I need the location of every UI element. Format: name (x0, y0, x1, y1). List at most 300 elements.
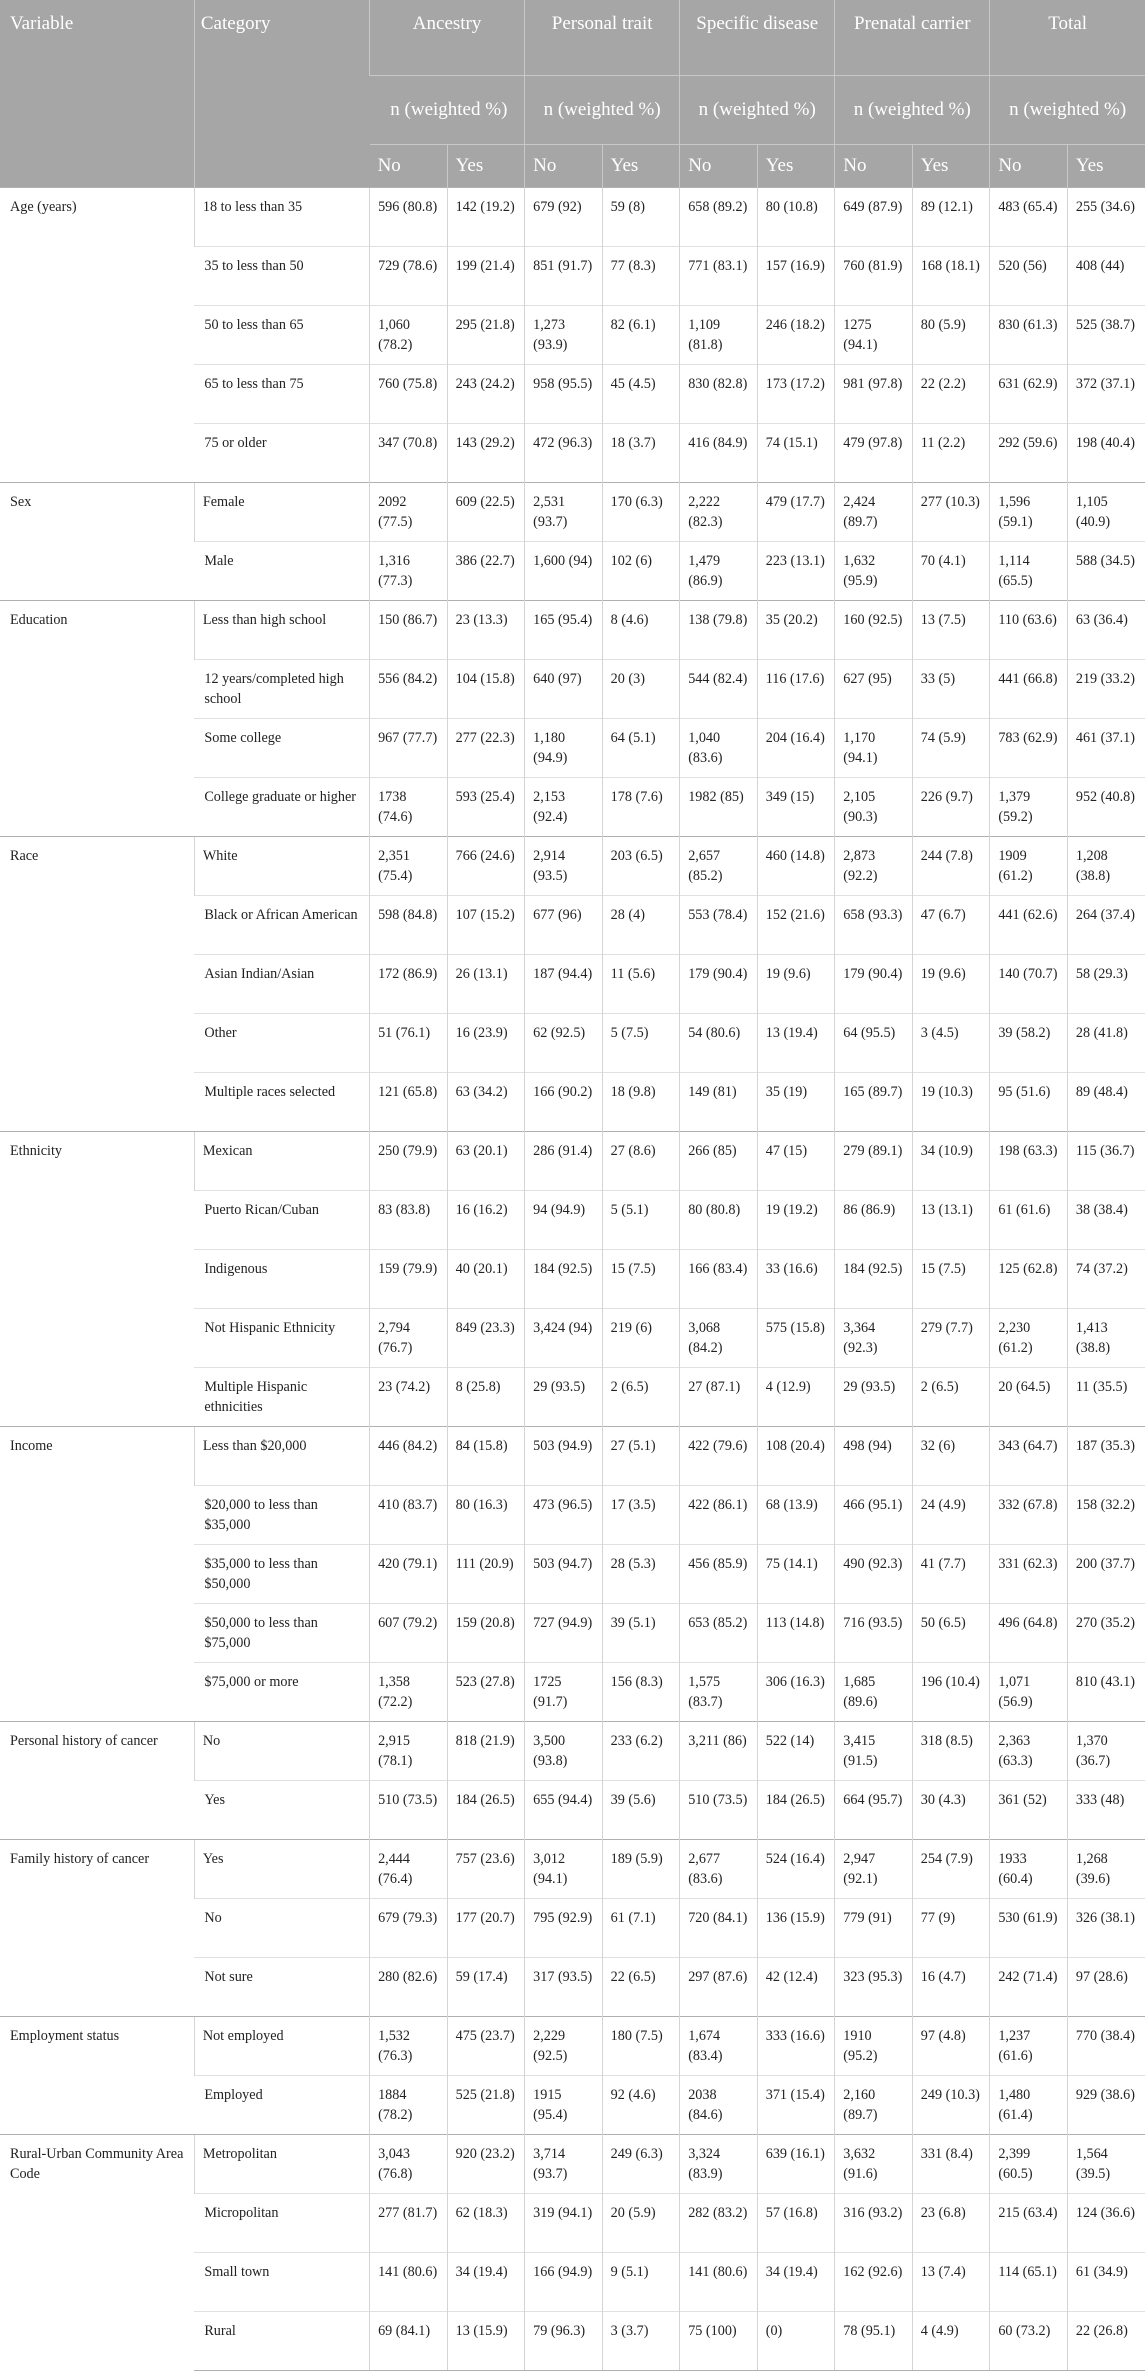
value-cell: 166 (94.9) (525, 2253, 603, 2312)
value-cell: 408 (44) (1067, 247, 1145, 306)
value-cell: 2092 (77.5) (370, 483, 448, 542)
value-cell: 1,632 (95.9) (835, 542, 913, 601)
category-cell: $75,000 or more (194, 1663, 369, 1722)
value-cell: 525 (38.7) (1067, 306, 1145, 365)
value-cell: 35 (19) (757, 1073, 835, 1132)
table-row (0, 1427, 1145, 1486)
value-cell: 316 (93.2) (835, 2194, 913, 2253)
value-cell: 13 (15.9) (447, 2312, 525, 2371)
value-cell: 2 (6.5) (912, 1368, 990, 1427)
value-cell: 11 (35.5) (1067, 1368, 1145, 1427)
value-cell: 1275 (94.1) (835, 306, 913, 365)
value-cell: 29 (93.5) (835, 1368, 913, 1427)
value-cell: 280 (82.6) (370, 1958, 448, 2017)
value-cell: 9 (5.1) (602, 2253, 680, 2312)
category-cell: 12 years/completed high school (194, 660, 369, 719)
value-cell: 627 (95) (835, 660, 913, 719)
value-cell: 61 (7.1) (602, 1899, 680, 1958)
value-cell: 20 (64.5) (990, 1368, 1068, 1427)
category-cell: Employed (194, 2076, 369, 2135)
table-row (0, 2135, 1145, 2194)
value-cell: 45 (4.5) (602, 365, 680, 424)
value-cell: 20 (3) (602, 660, 680, 719)
value-cell: 23 (6.8) (912, 2194, 990, 2253)
value-cell: 94 (94.9) (525, 1191, 603, 1250)
yes-header: Yes (1067, 145, 1145, 188)
value-cell: 3,364 (92.3) (835, 1309, 913, 1368)
value-cell: 2,677 (83.6) (680, 1840, 758, 1899)
value-cell: 35 (20.2) (757, 601, 835, 660)
value-cell: 13 (7.5) (912, 601, 990, 660)
value-cell: 522 (14) (757, 1722, 835, 1781)
no-header: No (680, 145, 758, 188)
value-cell: 57 (16.8) (757, 2194, 835, 2253)
value-cell: 456 (85.9) (680, 1545, 758, 1604)
value-cell: 496 (64.8) (990, 1604, 1068, 1663)
value-cell: 544 (82.4) (680, 660, 758, 719)
value-cell: 1,114 (65.5) (990, 542, 1068, 601)
value-cell: 503 (94.9) (525, 1427, 603, 1486)
value-cell: 19 (19.2) (757, 1191, 835, 1250)
value-cell: 150 (86.7) (370, 601, 448, 660)
category-cell: No (194, 1722, 369, 1781)
value-cell: 596 (80.8) (370, 188, 448, 247)
value-cell: 30 (4.3) (912, 1781, 990, 1840)
value-cell: 3,714 (93.7) (525, 2135, 603, 2194)
value-cell: 198 (40.4) (1067, 424, 1145, 483)
value-cell: 17 (3.5) (602, 1486, 680, 1545)
value-cell: 184 (92.5) (835, 1250, 913, 1309)
value-cell: 361 (52) (990, 1781, 1068, 1840)
value-cell: 166 (90.2) (525, 1073, 603, 1132)
value-cell: 95 (51.6) (990, 1073, 1068, 1132)
value-cell: 249 (6.3) (602, 2135, 680, 2194)
value-cell: 198 (63.3) (990, 1132, 1068, 1191)
value-cell: 62 (92.5) (525, 1014, 603, 1073)
value-cell: 79 (96.3) (525, 2312, 603, 2371)
value-cell: 38 (38.4) (1067, 1191, 1145, 1250)
value-cell: 851 (91.7) (525, 247, 603, 306)
value-cell: 242 (71.4) (990, 1958, 1068, 2017)
value-cell: 410 (83.7) (370, 1486, 448, 1545)
value-cell: 80 (16.3) (447, 1486, 525, 1545)
value-cell: 1738 (74.6) (370, 778, 448, 837)
value-cell: 1,413 (38.8) (1067, 1309, 1145, 1368)
value-cell: 2,424 (89.7) (835, 483, 913, 542)
value-cell: 1,208 (38.8) (1067, 837, 1145, 896)
value-cell: 323 (95.3) (835, 1958, 913, 2017)
category-cell: $35,000 to less than $50,000 (194, 1545, 369, 1604)
value-cell: 166 (83.4) (680, 1250, 758, 1309)
value-cell: 2,153 (92.4) (525, 778, 603, 837)
category-cell: Puerto Rican/Cuban (194, 1191, 369, 1250)
category-cell: 18 to less than 35 (194, 188, 369, 247)
yes-header: Yes (912, 145, 990, 188)
value-cell: 89 (48.4) (1067, 1073, 1145, 1132)
variable-cell: Rural-Urban Community Area Code (0, 2135, 194, 2371)
value-cell: 653 (85.2) (680, 1604, 758, 1663)
yes-header: Yes (602, 145, 680, 188)
value-cell: 58 (29.3) (1067, 955, 1145, 1014)
group-header-prenatal-carrier: Prenatal carrier (835, 0, 990, 76)
value-cell: 297 (87.6) (680, 1958, 758, 2017)
value-cell: 1,268 (39.6) (1067, 1840, 1145, 1899)
value-cell: 102 (6) (602, 542, 680, 601)
value-cell: 783 (62.9) (990, 719, 1068, 778)
value-cell: 460 (14.8) (757, 837, 835, 896)
value-cell: 655 (94.4) (525, 1781, 603, 1840)
subheader-n-weighted: n (weighted %) (835, 76, 990, 145)
value-cell: 1,370 (36.7) (1067, 1722, 1145, 1781)
value-cell: 266 (85) (680, 1132, 758, 1191)
value-cell: 483 (65.4) (990, 188, 1068, 247)
value-cell: 115 (36.7) (1067, 1132, 1145, 1191)
value-cell: 219 (33.2) (1067, 660, 1145, 719)
category-cell: Female (194, 483, 369, 542)
category-cell: College graduate or higher (194, 778, 369, 837)
value-cell: 64 (5.1) (602, 719, 680, 778)
value-cell: 173 (17.2) (757, 365, 835, 424)
value-cell: 69 (84.1) (370, 2312, 448, 2371)
table-row (0, 188, 1145, 247)
value-cell: 349 (15) (757, 778, 835, 837)
value-cell: 50 (6.5) (912, 1604, 990, 1663)
value-cell: 386 (22.7) (447, 542, 525, 601)
value-cell: 74 (15.1) (757, 424, 835, 483)
value-cell: 441 (66.8) (990, 660, 1068, 719)
value-cell: 249 (10.3) (912, 2076, 990, 2135)
value-cell: 326 (38.1) (1067, 1899, 1145, 1958)
value-cell: 203 (6.5) (602, 837, 680, 896)
value-cell: 331 (8.4) (912, 2135, 990, 2194)
value-cell: 200 (37.7) (1067, 1545, 1145, 1604)
category-header: Category (194, 0, 369, 188)
table-row (0, 2017, 1145, 2076)
value-cell: 233 (6.2) (602, 1722, 680, 1781)
value-cell: 162 (92.6) (835, 2253, 913, 2312)
value-cell: 187 (35.3) (1067, 1427, 1145, 1486)
value-cell: 2,351 (75.4) (370, 837, 448, 896)
value-cell: 766 (24.6) (447, 837, 525, 896)
value-cell: 639 (16.1) (757, 2135, 835, 2194)
value-cell: 4 (4.9) (912, 2312, 990, 2371)
value-cell: 219 (6) (602, 1309, 680, 1368)
value-cell: 13 (13.1) (912, 1191, 990, 1250)
table-row (0, 1722, 1145, 1781)
value-cell: 319 (94.1) (525, 2194, 603, 2253)
value-cell: 498 (94) (835, 1427, 913, 1486)
value-cell: 372 (37.1) (1067, 365, 1145, 424)
value-cell: 371 (15.4) (757, 2076, 835, 2135)
value-cell: 277 (22.3) (447, 719, 525, 778)
value-cell: 720 (84.1) (680, 1899, 758, 1958)
value-cell: 60 (73.2) (990, 2312, 1068, 2371)
value-cell: 1725 (91.7) (525, 1663, 603, 1722)
category-cell: Some college (194, 719, 369, 778)
variable-cell: Race (0, 837, 194, 1132)
category-cell: 50 to less than 65 (194, 306, 369, 365)
value-cell: 168 (18.1) (912, 247, 990, 306)
category-cell: Multiple Hispanic ethnicities (194, 1368, 369, 1427)
value-cell: 2,873 (92.2) (835, 837, 913, 896)
no-header: No (525, 145, 603, 188)
category-cell: Black or African American (194, 896, 369, 955)
value-cell: 727 (94.9) (525, 1604, 603, 1663)
value-cell: 981 (97.8) (835, 365, 913, 424)
value-cell: 525 (21.8) (447, 2076, 525, 2135)
no-header: No (370, 145, 448, 188)
category-cell: Not sure (194, 1958, 369, 2017)
value-cell: 22 (26.8) (1067, 2312, 1145, 2371)
value-cell: 3,211 (86) (680, 1722, 758, 1781)
value-cell: 19 (9.6) (912, 955, 990, 1014)
value-cell: 1,180 (94.9) (525, 719, 603, 778)
value-cell: 223 (13.1) (757, 542, 835, 601)
value-cell: 520 (56) (990, 247, 1068, 306)
value-cell: 849 (23.3) (447, 1309, 525, 1368)
value-cell: 196 (10.4) (912, 1663, 990, 1722)
category-cell: Metropolitan (194, 2135, 369, 2194)
value-cell: 141 (80.6) (370, 2253, 448, 2312)
value-cell: 170 (6.3) (602, 483, 680, 542)
value-cell: 23 (13.3) (447, 601, 525, 660)
value-cell: 110 (63.6) (990, 601, 1068, 660)
variable-cell: Ethnicity (0, 1132, 194, 1427)
value-cell: 16 (4.7) (912, 1958, 990, 2017)
value-cell: 13 (7.4) (912, 2253, 990, 2312)
value-cell: 78 (95.1) (835, 2312, 913, 2371)
subheader-n-weighted: n (weighted %) (680, 76, 835, 145)
table-body (0, 188, 1145, 2371)
value-cell: 4 (12.9) (757, 1368, 835, 1427)
value-cell: 318 (8.5) (912, 1722, 990, 1781)
value-cell: 1,532 (76.3) (370, 2017, 448, 2076)
value-cell: 420 (79.1) (370, 1545, 448, 1604)
category-cell: Multiple races selected (194, 1073, 369, 1132)
value-cell: 18 (3.7) (602, 424, 680, 483)
value-cell: 2,531 (93.7) (525, 483, 603, 542)
value-cell: 306 (16.3) (757, 1663, 835, 1722)
value-cell: 97 (28.6) (1067, 1958, 1145, 2017)
value-cell: 530 (61.9) (990, 1899, 1068, 1958)
yes-header: Yes (757, 145, 835, 188)
value-cell: 140 (70.7) (990, 955, 1068, 1014)
group-header-total: Total (990, 0, 1145, 76)
value-cell: 111 (20.9) (447, 1545, 525, 1604)
value-cell: 61 (34.9) (1067, 2253, 1145, 2312)
value-cell: 810 (43.1) (1067, 1663, 1145, 1722)
value-cell: 142 (19.2) (447, 188, 525, 247)
value-cell: 178 (7.6) (602, 778, 680, 837)
value-cell: 8 (4.6) (602, 601, 680, 660)
value-cell: 143 (29.2) (447, 424, 525, 483)
value-cell: 1,237 (61.6) (990, 2017, 1068, 2076)
value-cell: 1,109 (81.8) (680, 306, 758, 365)
value-cell: 97 (4.8) (912, 2017, 990, 2076)
value-cell: 2,914 (93.5) (525, 837, 603, 896)
value-cell: 347 (70.8) (370, 424, 448, 483)
category-cell: Other (194, 1014, 369, 1073)
value-cell: 39 (5.1) (602, 1604, 680, 1663)
value-cell: 333 (48) (1067, 1781, 1145, 1840)
value-cell: 184 (92.5) (525, 1250, 603, 1309)
value-cell: 771 (83.1) (680, 247, 758, 306)
value-cell: 332 (67.8) (990, 1486, 1068, 1545)
no-header: No (990, 145, 1068, 188)
value-cell: 23 (74.2) (370, 1368, 448, 1427)
value-cell: 770 (38.4) (1067, 2017, 1145, 2076)
value-cell: 952 (40.8) (1067, 778, 1145, 837)
value-cell: 1,040 (83.6) (680, 719, 758, 778)
value-cell: 3,415 (91.5) (835, 1722, 913, 1781)
table-row (0, 1132, 1145, 1191)
category-cell: $50,000 to less than $75,000 (194, 1604, 369, 1663)
value-cell: 5 (5.1) (602, 1191, 680, 1250)
value-cell: 658 (89.2) (680, 188, 758, 247)
value-cell: 22 (6.5) (602, 1958, 680, 2017)
value-cell: 254 (7.9) (912, 1840, 990, 1899)
value-cell: 15 (7.5) (912, 1250, 990, 1309)
value-cell: 16 (16.2) (447, 1191, 525, 1250)
value-cell: 1,060 (78.2) (370, 306, 448, 365)
value-cell: 177 (20.7) (447, 1899, 525, 1958)
value-cell: 27 (87.1) (680, 1368, 758, 1427)
category-cell: Small town (194, 2253, 369, 2312)
value-cell: 172 (86.9) (370, 955, 448, 1014)
value-cell: 18 (9.8) (602, 1073, 680, 1132)
value-cell: 1884 (78.2) (370, 2076, 448, 2135)
value-cell: 607 (79.2) (370, 1604, 448, 1663)
value-cell: 2,160 (89.7) (835, 2076, 913, 2135)
value-cell: 958 (95.5) (525, 365, 603, 424)
value-cell: 2,399 (60.5) (990, 2135, 1068, 2194)
category-cell: Yes (194, 1840, 369, 1899)
value-cell: 92 (4.6) (602, 2076, 680, 2135)
value-cell: 1982 (85) (680, 778, 758, 837)
variable-cell: Sex (0, 483, 194, 601)
value-cell: 28 (5.3) (602, 1545, 680, 1604)
value-cell: 75 (14.1) (757, 1545, 835, 1604)
value-cell: 159 (79.9) (370, 1250, 448, 1309)
value-cell: 588 (34.5) (1067, 542, 1145, 601)
value-cell: 179 (90.4) (680, 955, 758, 1014)
value-cell: 116 (17.6) (757, 660, 835, 719)
value-cell: 333 (16.6) (757, 2017, 835, 2076)
value-cell: 593 (25.4) (447, 778, 525, 837)
value-cell: 3,012 (94.1) (525, 1840, 603, 1899)
value-cell: 63 (36.4) (1067, 601, 1145, 660)
value-cell: 779 (91) (835, 1899, 913, 1958)
value-cell: 125 (62.8) (990, 1250, 1068, 1309)
value-cell: 152 (21.6) (757, 896, 835, 955)
value-cell: 226 (9.7) (912, 778, 990, 837)
value-cell: 920 (23.2) (447, 2135, 525, 2194)
value-cell: 1910 (95.2) (835, 2017, 913, 2076)
value-cell: 1,358 (72.2) (370, 1663, 448, 1722)
value-cell: 795 (92.9) (525, 1899, 603, 1958)
value-cell: 82 (6.1) (602, 306, 680, 365)
value-cell: 3,324 (83.9) (680, 2135, 758, 2194)
value-cell: 16 (23.9) (447, 1014, 525, 1073)
table-header (0, 0, 1145, 188)
value-cell: 19 (10.3) (912, 1073, 990, 1132)
value-cell: 2,947 (92.1) (835, 1840, 913, 1899)
value-cell: 479 (97.8) (835, 424, 913, 483)
category-cell: 35 to less than 50 (194, 247, 369, 306)
value-cell: 286 (91.4) (525, 1132, 603, 1191)
value-cell: 59 (17.4) (447, 1958, 525, 2017)
value-cell: 158 (32.2) (1067, 1486, 1145, 1545)
value-cell: 553 (78.4) (680, 896, 758, 955)
category-cell: No (194, 1899, 369, 1958)
value-cell: 1,071 (56.9) (990, 1663, 1068, 1722)
value-cell: 40 (20.1) (447, 1250, 525, 1309)
value-cell: 1,105 (40.9) (1067, 483, 1145, 542)
group-header-specific-disease: Specific disease (680, 0, 835, 76)
value-cell: 34 (19.4) (447, 2253, 525, 2312)
value-cell: 77 (8.3) (602, 247, 680, 306)
value-cell: 136 (15.9) (757, 1899, 835, 1958)
value-cell: 19 (9.6) (757, 955, 835, 1014)
category-cell: Indigenous (194, 1250, 369, 1309)
value-cell: 41 (7.7) (912, 1545, 990, 1604)
value-cell: 1,479 (86.9) (680, 542, 758, 601)
category-cell: 75 or older (194, 424, 369, 483)
value-cell: 503 (94.7) (525, 1545, 603, 1604)
subheader-n-weighted: n (weighted %) (370, 76, 525, 145)
value-cell: 107 (15.2) (447, 896, 525, 955)
variable-cell: Age (years) (0, 188, 194, 483)
value-cell: 679 (92) (525, 188, 603, 247)
value-cell: 649 (87.9) (835, 188, 913, 247)
value-cell: 64 (95.5) (835, 1014, 913, 1073)
value-cell: 165 (89.7) (835, 1073, 913, 1132)
table-row (0, 837, 1145, 896)
value-cell: 664 (95.7) (835, 1781, 913, 1840)
no-header: No (835, 145, 913, 188)
value-cell: 2,229 (92.5) (525, 2017, 603, 2076)
value-cell: 1,316 (77.3) (370, 542, 448, 601)
category-cell: Yes (194, 1781, 369, 1840)
value-cell: 26 (13.1) (447, 955, 525, 1014)
value-cell: 215 (63.4) (990, 2194, 1068, 2253)
value-cell: 80 (10.8) (757, 188, 835, 247)
value-cell: 598 (84.8) (370, 896, 448, 955)
value-cell: 331 (62.3) (990, 1545, 1068, 1604)
value-cell: 295 (21.8) (447, 306, 525, 365)
value-cell: 39 (58.2) (990, 1014, 1068, 1073)
group-header-personal-trait: Personal trait (525, 0, 680, 76)
value-cell: 2,363 (63.3) (990, 1722, 1068, 1781)
value-cell: 282 (83.2) (680, 2194, 758, 2253)
value-cell: 416 (84.9) (680, 424, 758, 483)
value-cell: 640 (97) (525, 660, 603, 719)
value-cell: 760 (75.8) (370, 365, 448, 424)
value-cell: 716 (93.5) (835, 1604, 913, 1663)
value-cell: 679 (79.3) (370, 1899, 448, 1958)
value-cell: 184 (26.5) (447, 1781, 525, 1840)
value-cell: 24 (4.9) (912, 1486, 990, 1545)
value-cell: 32 (6) (912, 1427, 990, 1486)
value-cell: 15 (7.5) (602, 1250, 680, 1309)
value-cell: 422 (86.1) (680, 1486, 758, 1545)
value-cell: 51 (76.1) (370, 1014, 448, 1073)
value-cell: 104 (15.8) (447, 660, 525, 719)
value-cell: 446 (84.2) (370, 1427, 448, 1486)
value-cell: 27 (5.1) (602, 1427, 680, 1486)
value-cell: 22 (2.2) (912, 365, 990, 424)
value-cell: 157 (16.9) (757, 247, 835, 306)
